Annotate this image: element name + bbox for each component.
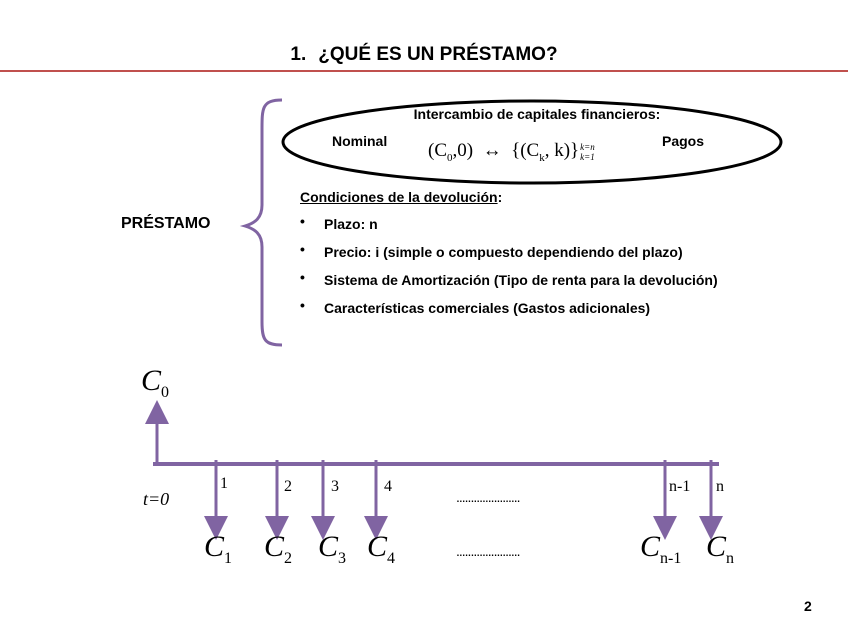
condition-item: • Plazo: n: [300, 216, 718, 244]
payments-label: Pagos: [662, 133, 705, 149]
tick-label: 1: [220, 475, 228, 492]
ellipsis-upper: ......................: [456, 489, 520, 505]
condition-item: • Características comerciales (Gastos adicionales): [300, 300, 718, 328]
loan-label: PRÉSTAMO: [121, 215, 211, 232]
tick-label: 2: [284, 478, 292, 495]
nominal-label: Nominal: [332, 133, 388, 149]
exchange-title: Intercambio de capitales financieros:: [413, 106, 661, 122]
formula-right: {($C_k$, k)}: [511, 140, 580, 164]
formula-left: $(C_0,0)$: [428, 140, 474, 164]
payment-cn-1: $C_{n-1}$: [640, 530, 682, 567]
payment-cn: $C_n$: [706, 530, 735, 567]
conditions-title: Condiciones de la devolución:: [300, 189, 503, 205]
condition-item: • Sistema de Amortización (Tipo de renta para la devolución): [300, 272, 718, 300]
payment-c1: $C_1$: [204, 530, 233, 567]
tick-label: 4: [384, 478, 392, 495]
condition-item: • Precio: i (simple o compuesto dependiendo del plazo): [300, 244, 718, 272]
title-number: 1.: [290, 44, 307, 65]
tick-label: n: [716, 478, 724, 495]
title-text: ¿QUÉ ES UN PRÉSTAMO?: [318, 44, 558, 65]
page-number: 2: [804, 598, 812, 614]
ellipsis-lower: ......................: [456, 543, 520, 559]
payment-c3: $C_3$: [318, 530, 347, 567]
c0-label: $C_0$: [141, 364, 170, 401]
tick-label: 3: [331, 478, 339, 495]
formula-limits: k=n k=1: [580, 142, 595, 162]
payment-c4: $C_4$: [367, 530, 396, 567]
payment-c2: $C_2$: [264, 530, 293, 567]
tick-label: n-1: [669, 478, 691, 495]
formula-arrow: ↔: [482, 140, 502, 161]
t0-label: t=0: [143, 489, 170, 509]
